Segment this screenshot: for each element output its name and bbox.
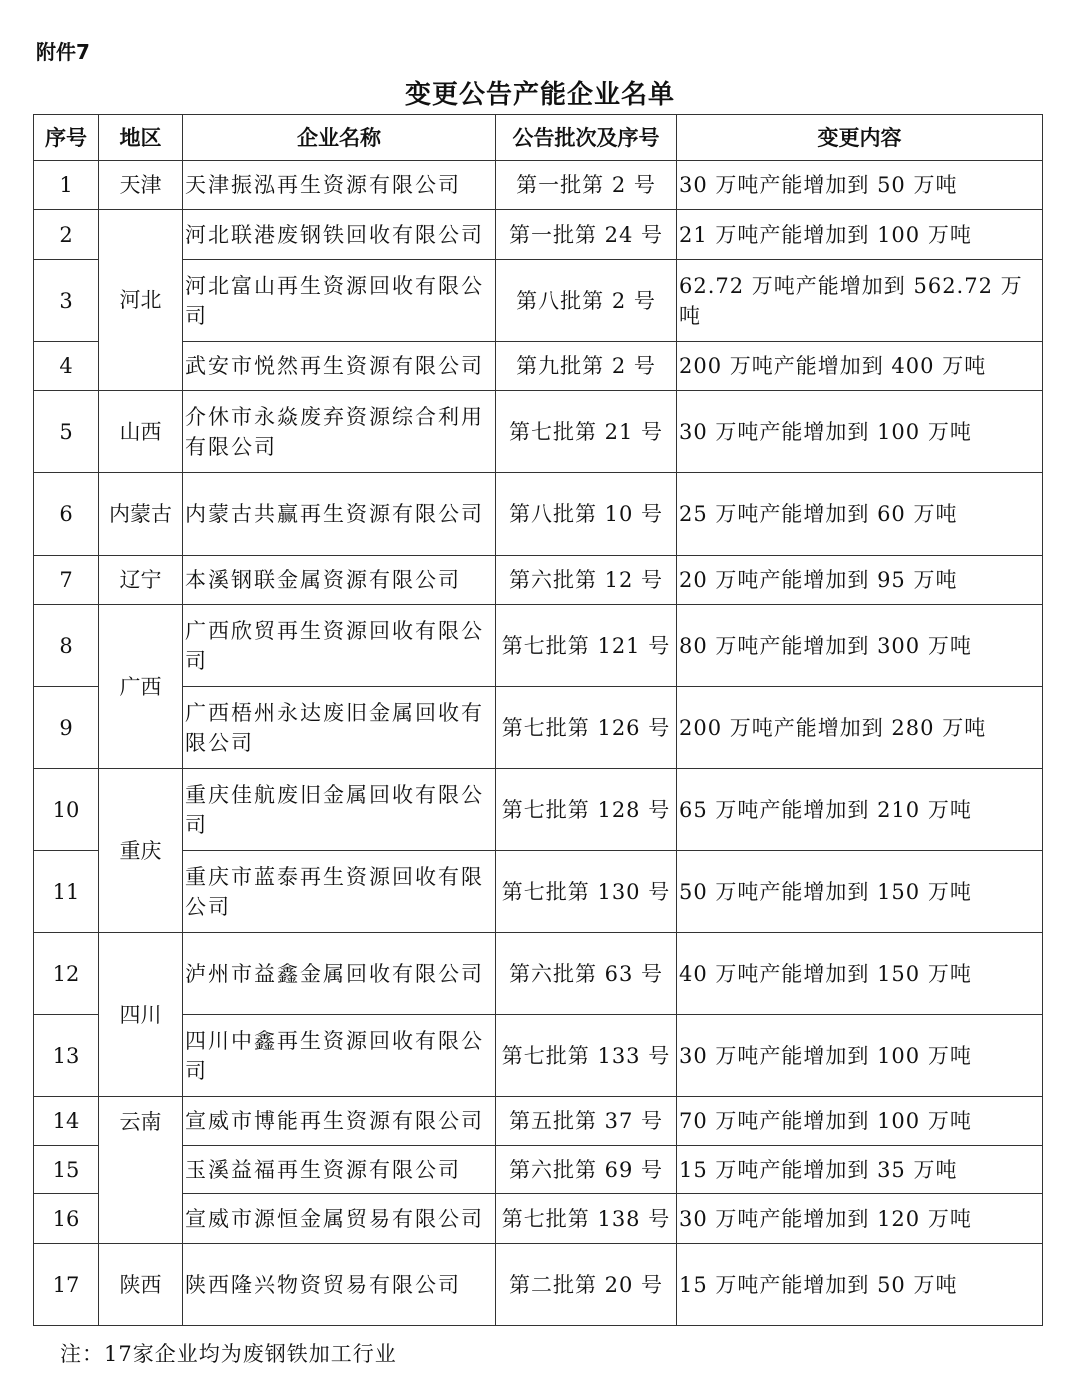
header-change: 变更内容 xyxy=(677,115,1043,161)
header-region: 地区 xyxy=(99,115,183,161)
cell-company: 天津振泓再生资源有限公司 xyxy=(183,161,496,210)
table-header-row xyxy=(34,115,1043,161)
cell-batch: 第七批第 138 号 xyxy=(496,1194,677,1244)
cell-change: 30 万吨产能增加到 120 万吨 xyxy=(677,1194,1043,1244)
cell-change: 25 万吨产能增加到 60 万吨 xyxy=(677,473,1043,556)
cell-change: 50 万吨产能增加到 150 万吨 xyxy=(677,851,1043,933)
cell-batch: 第六批第 63 号 xyxy=(496,933,677,1015)
footnote: 注：17家企业均为废钢铁加工行业 xyxy=(60,1342,397,1366)
cell-batch: 第七批第 121 号 xyxy=(496,605,677,687)
cell-region: 内蒙古 xyxy=(99,473,183,556)
cell-batch: 第六批第 12 号 xyxy=(496,556,677,605)
cell-company: 泸州市益鑫金属回收有限公司 xyxy=(183,933,496,1015)
cell-change: 65 万吨产能增加到 210 万吨 xyxy=(677,769,1043,851)
cell-change: 30 万吨产能增加到 50 万吨 xyxy=(677,161,1043,210)
cell-seq: 7 xyxy=(34,556,99,605)
table-row xyxy=(34,1244,1043,1326)
cell-region: 天津 xyxy=(99,161,183,210)
header-seq: 序号 xyxy=(34,115,99,161)
cell-seq: 11 xyxy=(34,851,99,933)
cell-company: 武安市悦然再生资源有限公司 xyxy=(183,342,496,391)
cell-seq: 16 xyxy=(34,1194,99,1244)
cell-region: 山西 xyxy=(99,391,183,473)
cell-seq: 17 xyxy=(34,1244,99,1326)
table-row xyxy=(34,851,1043,933)
cell-batch: 第七批第 133 号 xyxy=(496,1015,677,1097)
table-row xyxy=(34,210,1043,260)
cell-company: 内蒙古共赢再生资源有限公司 xyxy=(183,473,496,556)
cell-company: 陕西隆兴物资贸易有限公司 xyxy=(183,1244,496,1326)
cell-seq: 3 xyxy=(34,260,99,342)
table-row xyxy=(34,605,1043,687)
table-row xyxy=(34,473,1043,556)
table-row xyxy=(34,687,1043,769)
cell-change: 40 万吨产能增加到 150 万吨 xyxy=(677,933,1043,1015)
table-row xyxy=(34,933,1043,1015)
cell-batch: 第一批第 2 号 xyxy=(496,161,677,210)
cell-batch: 第七批第 130 号 xyxy=(496,851,677,933)
company-table xyxy=(33,114,1043,1326)
cell-company: 河北联港废钢铁回收有限公司 xyxy=(183,210,496,260)
cell-region: 辽宁 xyxy=(99,556,183,605)
cell-region: 重庆 xyxy=(99,769,183,933)
cell-change: 20 万吨产能增加到 95 万吨 xyxy=(677,556,1043,605)
cell-change: 80 万吨产能增加到 300 万吨 xyxy=(677,605,1043,687)
cell-batch: 第五批第 37 号 xyxy=(496,1097,677,1146)
cell-seq: 5 xyxy=(34,391,99,473)
cell-seq: 2 xyxy=(34,210,99,260)
cell-seq: 14 xyxy=(34,1097,99,1146)
cell-batch: 第七批第 128 号 xyxy=(496,769,677,851)
header-batch: 公告批次及序号 xyxy=(496,115,677,161)
cell-batch: 第九批第 2 号 xyxy=(496,342,677,391)
cell-change: 70 万吨产能增加到 100 万吨 xyxy=(677,1097,1043,1146)
cell-company: 重庆佳航废旧金属回收有限公司 xyxy=(183,769,496,851)
cell-seq: 15 xyxy=(34,1146,99,1194)
cell-company: 本溪钢联金属资源有限公司 xyxy=(183,556,496,605)
cell-seq: 9 xyxy=(34,687,99,769)
cell-batch: 第七批第 126 号 xyxy=(496,687,677,769)
table-row xyxy=(34,556,1043,605)
cell-batch: 第一批第 24 号 xyxy=(496,210,677,260)
cell-batch: 第六批第 69 号 xyxy=(496,1146,677,1194)
page-title: 变更公告产能企业名单 xyxy=(404,80,675,110)
cell-seq: 4 xyxy=(34,342,99,391)
cell-company: 四川中鑫再生资源回收有限公司 xyxy=(183,1015,496,1097)
cell-company: 宣威市博能再生资源有限公司 xyxy=(183,1097,496,1146)
cell-region: 广西 xyxy=(99,605,183,769)
cell-seq: 12 xyxy=(34,933,99,1015)
cell-region: 河北 xyxy=(99,210,183,391)
table-row xyxy=(34,260,1043,342)
cell-change: 30 万吨产能增加到 100 万吨 xyxy=(677,391,1043,473)
cell-seq: 8 xyxy=(34,605,99,687)
cell-batch: 第八批第 10 号 xyxy=(496,473,677,556)
cell-batch: 第二批第 20 号 xyxy=(496,1244,677,1326)
table-row xyxy=(34,391,1043,473)
cell-change: 15 万吨产能增加到 50 万吨 xyxy=(677,1244,1043,1326)
cell-company: 玉溪益福再生资源有限公司 xyxy=(183,1146,496,1194)
cell-batch: 第八批第 2 号 xyxy=(496,260,677,342)
table-row xyxy=(34,161,1043,210)
cell-region: 陕西 xyxy=(99,1244,183,1326)
cell-company: 河北富山再生资源回收有限公司 xyxy=(183,260,496,342)
cell-seq: 10 xyxy=(34,769,99,851)
cell-company: 宣威市源恒金属贸易有限公司 xyxy=(183,1194,496,1244)
cell-change: 15 万吨产能增加到 35 万吨 xyxy=(677,1146,1043,1194)
attachment-label: 附件7 xyxy=(36,40,90,64)
table-row xyxy=(34,1146,1043,1194)
cell-region: 云南 xyxy=(99,1097,183,1244)
table-row xyxy=(34,1097,1043,1146)
cell-region: 四川 xyxy=(99,933,183,1097)
cell-company: 重庆市蓝泰再生资源回收有限公司 xyxy=(183,851,496,933)
cell-company: 广西梧州永达废旧金属回收有限公司 xyxy=(183,687,496,769)
cell-change: 200 万吨产能增加到 400 万吨 xyxy=(677,342,1043,391)
table-row xyxy=(34,769,1043,851)
cell-batch: 第七批第 21 号 xyxy=(496,391,677,473)
table-row xyxy=(34,1194,1043,1244)
cell-seq: 1 xyxy=(34,161,99,210)
cell-company: 介休市永焱废弃资源综合利用有限公司 xyxy=(183,391,496,473)
cell-change: 200 万吨产能增加到 280 万吨 xyxy=(677,687,1043,769)
cell-company: 广西欣贸再生资源回收有限公司 xyxy=(183,605,496,687)
table-row xyxy=(34,342,1043,391)
cell-change: 30 万吨产能增加到 100 万吨 xyxy=(677,1015,1043,1097)
table-row xyxy=(34,1015,1043,1097)
cell-seq: 13 xyxy=(34,1015,99,1097)
cell-change: 21 万吨产能增加到 100 万吨 xyxy=(677,210,1043,260)
cell-change: 62.72 万吨产能增加到 562.72 万吨 xyxy=(677,260,1043,342)
header-company: 企业名称 xyxy=(183,115,496,161)
cell-seq: 6 xyxy=(34,473,99,556)
